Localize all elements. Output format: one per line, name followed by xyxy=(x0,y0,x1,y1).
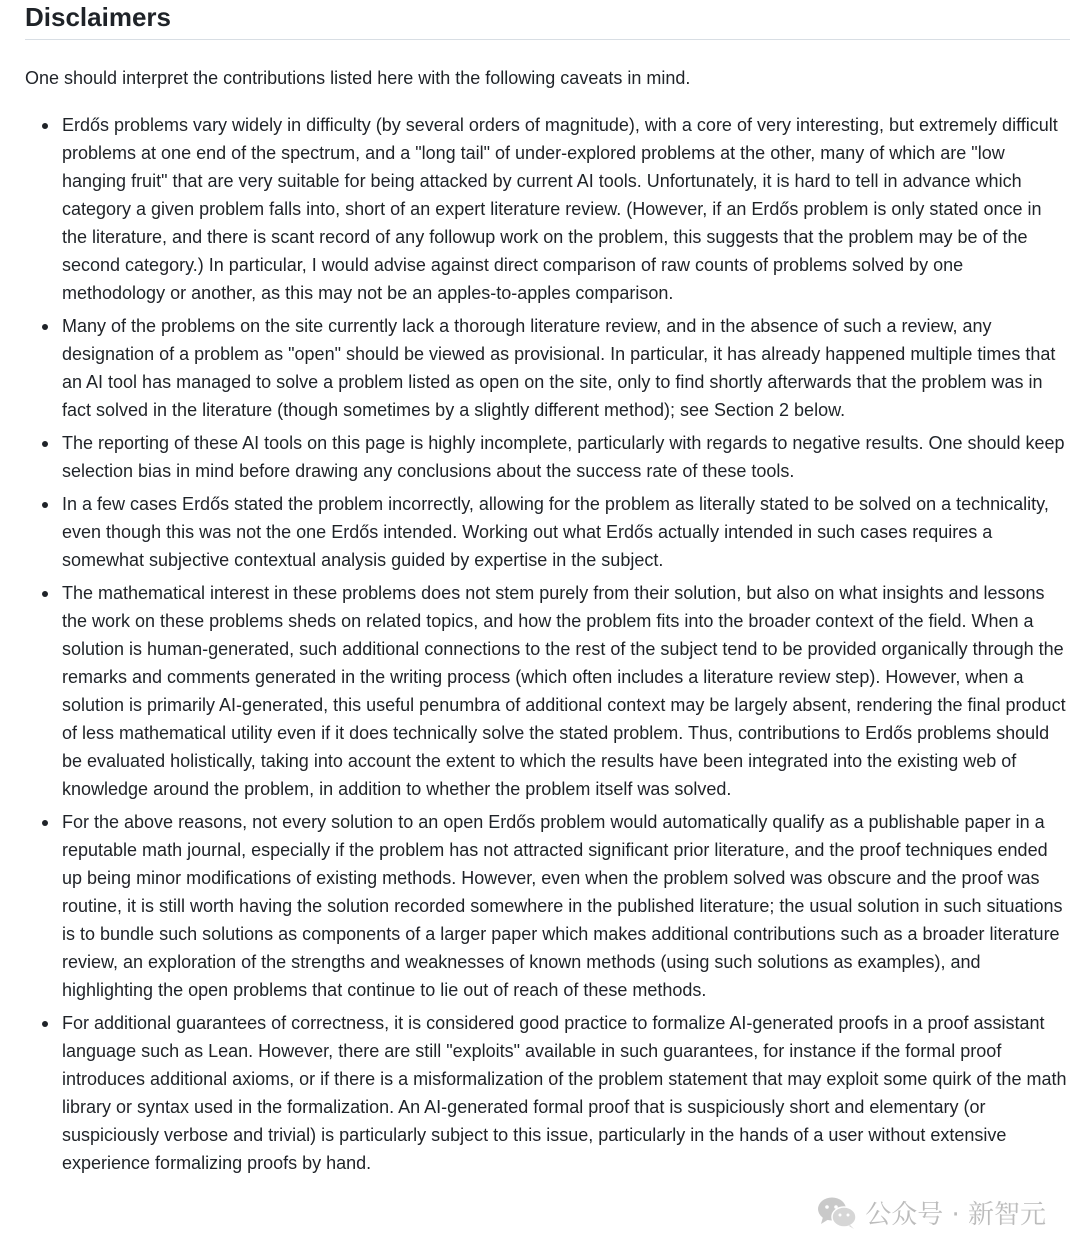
section-heading: Disclaimers xyxy=(25,0,1070,40)
bullet-icon xyxy=(42,123,48,129)
watermark-text: 公众号 · 新智元 xyxy=(865,1200,1046,1230)
list-item xyxy=(25,808,1070,1004)
watermark xyxy=(817,1194,1046,1231)
list-item-text: For additional guarantees of correctness, it is considered good practice to formalize AI-generated proofs in a proof assistant language such as Lean. However, there are still "exploits" available in such guarantees, for instance if the formal proof introduces additional axioms, or if there is a misformalization of the problem statement that may exploit some quirk of the math library or syntax used in the formalization. An AI-generated formal proof that is suspiciously short and elementary (or suspiciously verbose and trivial) is particularly subject to this issue, particularly in the hands of a user without extensive experience formalizing proofs by hand. xyxy=(62,1013,1067,1173)
caveats-list xyxy=(25,111,1070,1177)
document-page xyxy=(25,0,1070,1182)
wechat-icon xyxy=(817,1196,857,1230)
bullet-icon xyxy=(42,324,48,330)
list-item-text: Erdős problems vary widely in difficulty (by several orders of magnitude), with a core of very interesting, but extremely difficult problems at one end of the spectrum, and a "long tail" of under-explored problems at the other, many of which are "low hanging fruit" that are very suitable for being attacked by current AI tools. Unfortunately, it is hard to tell in advance which category a given problem falls into, short of an expert literature review. (However, if an Erdős problem is only stated once in the literature, and there is scant record of any followup work on the problem, this suggests that the problem may be of the second category.) In particular, I would advise against direct comparison of raw counts of problems solved by one methodology or another, as this may not be an apples-to-apples comparison. xyxy=(62,115,1058,303)
bullet-icon xyxy=(42,441,48,447)
bullet-icon xyxy=(42,820,48,826)
bullet-icon xyxy=(42,1021,48,1027)
intro-paragraph: One should interpret the contributions listed here with the following caveats in mind. xyxy=(25,68,691,88)
list-item-text: The mathematical interest in these problems does not stem purely from their solution, but also on what insights and lessons the work on these problems sheds on related topics, and how the problem fits into the broader context of the field. When a solution is human-generated, such additional connections to the rest of the subject tend to be provided organically through the remarks and comments generated in the writing process (which often includes a literature review step). However, when a solution is primarily AI-generated, this useful penumbra of additional context may be largely absent, rendering the final product of less mathematical utility even if it does technically solve the stated problem. Thus, contributions to Erdős problems should be evaluated holistically, taking into account the extent to which the results have been integrated into the existing web of knowledge around the problem, in addition to whether the problem itself was solved. xyxy=(62,583,1066,799)
list-item-text: The reporting of these AI tools on this page is highly incomplete, particularly with regards to negative results. One should keep selection bias in mind before drawing any conclusions about the success rate of these tools. xyxy=(62,433,1065,481)
bullet-icon xyxy=(42,502,48,508)
list-item-text: In a few cases Erdős stated the problem incorrectly, allowing for the problem as literally stated to be solved on a technicality, even though this was not the one Erdős intended. Working out what Erdős actually intended in such cases requires a somewhat subjective contextual analysis guided by expertise in the subject. xyxy=(62,494,1049,570)
list-item-text: Many of the problems on the site currently lack a thorough literature review, and in the absence of such a review, any designation of a problem as "open" should be viewed as provisional. In particular, it has already happened multiple times that an AI tool has managed to solve a problem listed as open on the site, only to find shortly afterwards that the problem was in fact solved in the literature (though sometimes by a slightly different method); see Section 2 below. xyxy=(62,316,1056,420)
bullet-icon xyxy=(42,591,48,597)
list-item xyxy=(25,111,1070,307)
list-item xyxy=(25,429,1070,485)
list-item xyxy=(25,312,1070,424)
list-item-text: For the above reasons, not every solution to an open Erdős problem would automatically qualify as a publishable paper in a reputable math journal, especially if the problem has not attracted significant prior literature, and the proof techniques ended up being minor modifications of existing methods. However, even when the problem solved was obscure and the proof was routine, it is still worth having the solution recorded somewhere in the published literature; the usual solution in such situations is to bundle such solutions as components of a larger paper which makes additional contributions such as a broader literature review, an exploration of the strengths and weaknesses of known methods (using such solutions as examples), and highlighting the open problems that continue to lie out of reach of these methods. xyxy=(62,812,1063,1000)
list-item xyxy=(25,579,1070,803)
list-item xyxy=(25,1009,1070,1177)
list-item xyxy=(25,490,1070,574)
